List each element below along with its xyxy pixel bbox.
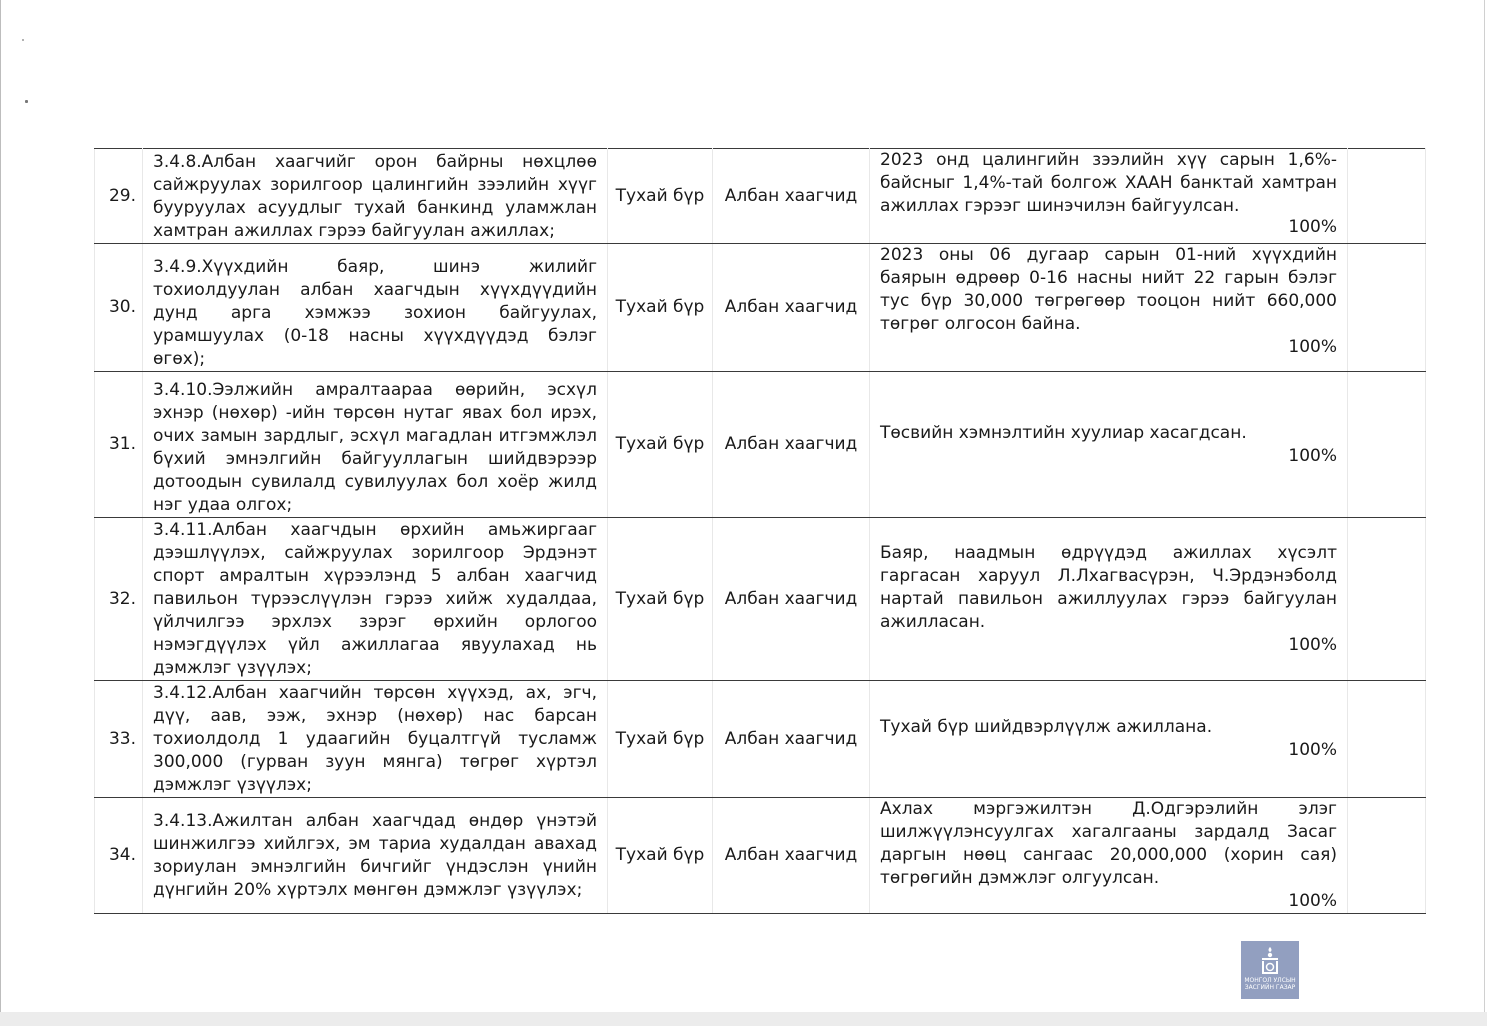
task-text: 3.4.12.Албан хаагчийн төрсөн хүүхэд, ах, эгч, дүү, аав, ээж, эхнэр (нөхөр) нас барсан тохиолдолд 1 удаагийн буцалтгүй тусламж 300,000 (гурван зуун мянга) төгрөг хүртэл дэмжлэг үзүүлэх; <box>153 683 597 795</box>
page-edge-left <box>0 0 1 1026</box>
task-description <box>143 518 608 681</box>
frequency-cell: Тухай бүр <box>608 681 713 798</box>
table-row <box>95 518 1426 681</box>
blank-cell <box>1348 518 1426 681</box>
responsible-cell: Албан хаагчид <box>713 798 870 914</box>
result-cell <box>870 149 1348 244</box>
table-row <box>95 244 1426 372</box>
responsible-cell: Албан хаагчид <box>713 244 870 372</box>
stamp-line-2: ЗАСГИЙН ГАЗАР <box>1244 984 1296 991</box>
result-text: Төсвийн хэмнэлтийн хуулиар хасагдсан. <box>880 422 1247 443</box>
task-text: 3.4.13.Ажилтан албан хаагчдад өндөр үнэтэй шинжилгээ хийлгэх, эм тариа худалдан авахад зориулан эмнэлгийн бичгийг үндэслэн үнийн дүнгийн 20% хүртэлх мөнгөн дэмжлэг үзүүлэх; <box>153 811 597 900</box>
task-description <box>143 372 608 518</box>
completion-percent: 100% <box>1288 217 1337 237</box>
task-text: 3.4.10.Ээлжийн амралтаараа өөрийн, эсхүл эхнэр (нөхөр) -ийн төрсөн нутаг явах бол ирэх, очих замын зардлыг, эсхүл магадлан итгэмжлэл бүхий эмнэлгийн байгууллагын шийдвэрээр дотоодын сувилалд сувилуулах бол хоёр жилд нэг удаа олгох; <box>153 380 597 515</box>
row-number: 30. <box>95 244 143 372</box>
responsible-cell: Албан хаагчид <box>713 372 870 518</box>
responsible-cell: Албан хаагчид <box>713 518 870 681</box>
blank-cell <box>1348 798 1426 914</box>
government-stamp <box>1241 941 1299 999</box>
responsible-cell: Албан хаагчид <box>713 149 870 244</box>
result-text: Баяр, наадмын өдрүүдэд ажиллах хүсэлт гаргасан харуул Л.Лхагвасүрэн, Ч.Эрдэнэболд нартай павильон ажиллуулах гэрээ байгуулан ажилласан. <box>880 542 1337 632</box>
result-text: Тухай бүр шийдвэрлүүлж ажиллана. <box>880 717 1213 737</box>
blank-cell <box>1348 149 1426 244</box>
row-number: 32. <box>95 518 143 681</box>
stamp-text <box>1241 977 1299 991</box>
task-text: 3.4.8.Албан хаагчийг орон байрны нөхцлөө сайжруулах зорилгоор цалингийн зээлийн хүүг бууруулах асуудлыг тухай банкинд уламжлан хамтран ажиллах гэрээ байгуулан ажиллах; <box>153 152 597 241</box>
completion-percent: 100% <box>1288 337 1337 357</box>
result-text: Ахлах мэргэжилтэн Д.Одгэрэлийн элэг шилжүүлэнсуулгах хагалгааны зардалд Засаг даргын нөөц сангаас 20,000,000 (хорин сая) төгрөгийн дэмжлэг олгуулсан. <box>880 799 1337 888</box>
blank-cell <box>1348 372 1426 518</box>
frequency-cell: Тухай бүр <box>608 149 713 244</box>
row-number: 33. <box>95 681 143 798</box>
blank-cell <box>1348 681 1426 798</box>
task-text: 3.4.11.Албан хаагчдын өрхийн амьжиргааг дээшлүүлэх, сайжруулах зорилгоор Эрдэнэт спорт амралтын хүрээлэнд 5 албан хаагчид павильон түрээслүүлэн гэрээ хийж худалдаа, үйлчилгээ эрхлэх зэрэг өрхийн орлогоо нэмэгдүүлэх үйл ажиллагаа явуулахад нь дэмжлэг үзүүлэх; <box>153 520 597 678</box>
result-cell <box>870 518 1348 681</box>
task-description <box>143 798 608 914</box>
completion-percent: 100% <box>1288 891 1337 911</box>
table-row <box>95 372 1426 518</box>
table-row <box>95 681 1426 798</box>
page-edge-right <box>1484 0 1485 1026</box>
result-cell <box>870 244 1348 372</box>
completion-percent: 100% <box>1288 634 1337 655</box>
task-description <box>143 149 608 244</box>
page-bottom-margin <box>0 1012 1487 1026</box>
task-description <box>143 244 608 372</box>
table-row <box>95 798 1426 914</box>
result-cell <box>870 798 1348 914</box>
result-text: 2023 оны 06 дугаар сарын 01-ний хүүхдийн баярын өдрөөр 0-16 насны нийт 22 гарын бэлэг тус бүр 30,000 төгрөгөөр тооцон нийт 660,000 төгрөг олгосон байна. <box>880 245 1337 334</box>
frequency-cell: Тухай бүр <box>608 372 713 518</box>
blank-cell <box>1348 244 1426 372</box>
frequency-cell: Тухай бүр <box>608 244 713 372</box>
completion-percent: 100% <box>1288 445 1337 466</box>
task-text: 3.4.9.Хүүхдийн баяр, шинэ жилийг тохиолдуулан албан хаагчдын хүүхдүүдийн дунд арга хэмжээ зохион байгуулах, урамшуулах (0-18 насны хүүхдүүдэд бэлэг өгөх); <box>153 257 597 369</box>
result-cell <box>870 372 1348 518</box>
stamp-line-1: МОНГОЛ УЛСЫН <box>1244 977 1296 984</box>
row-number: 29. <box>95 149 143 244</box>
frequency-cell: Тухай бүр <box>608 798 713 914</box>
completion-percent: 100% <box>1288 740 1337 760</box>
task-description <box>143 681 608 798</box>
row-number: 34. <box>95 798 143 914</box>
result-cell <box>870 681 1348 798</box>
plan-report-table <box>94 148 1426 914</box>
row-number: 31. <box>95 372 143 518</box>
frequency-cell: Тухай бүр <box>608 518 713 681</box>
scan-speck <box>22 39 24 41</box>
result-text: 2023 онд цалингийн зээлийн хүү сарын 1,6%-байсныг 1,4%-тай болгож ХААН банктай хамтран ажиллах гэрээг шинэчилэн байгуулсан. <box>880 150 1337 216</box>
scan-speck <box>25 100 28 103</box>
table-row <box>95 149 1426 244</box>
responsible-cell: Албан хаагчид <box>713 681 870 798</box>
soyombo-emblem-icon <box>1259 946 1281 976</box>
